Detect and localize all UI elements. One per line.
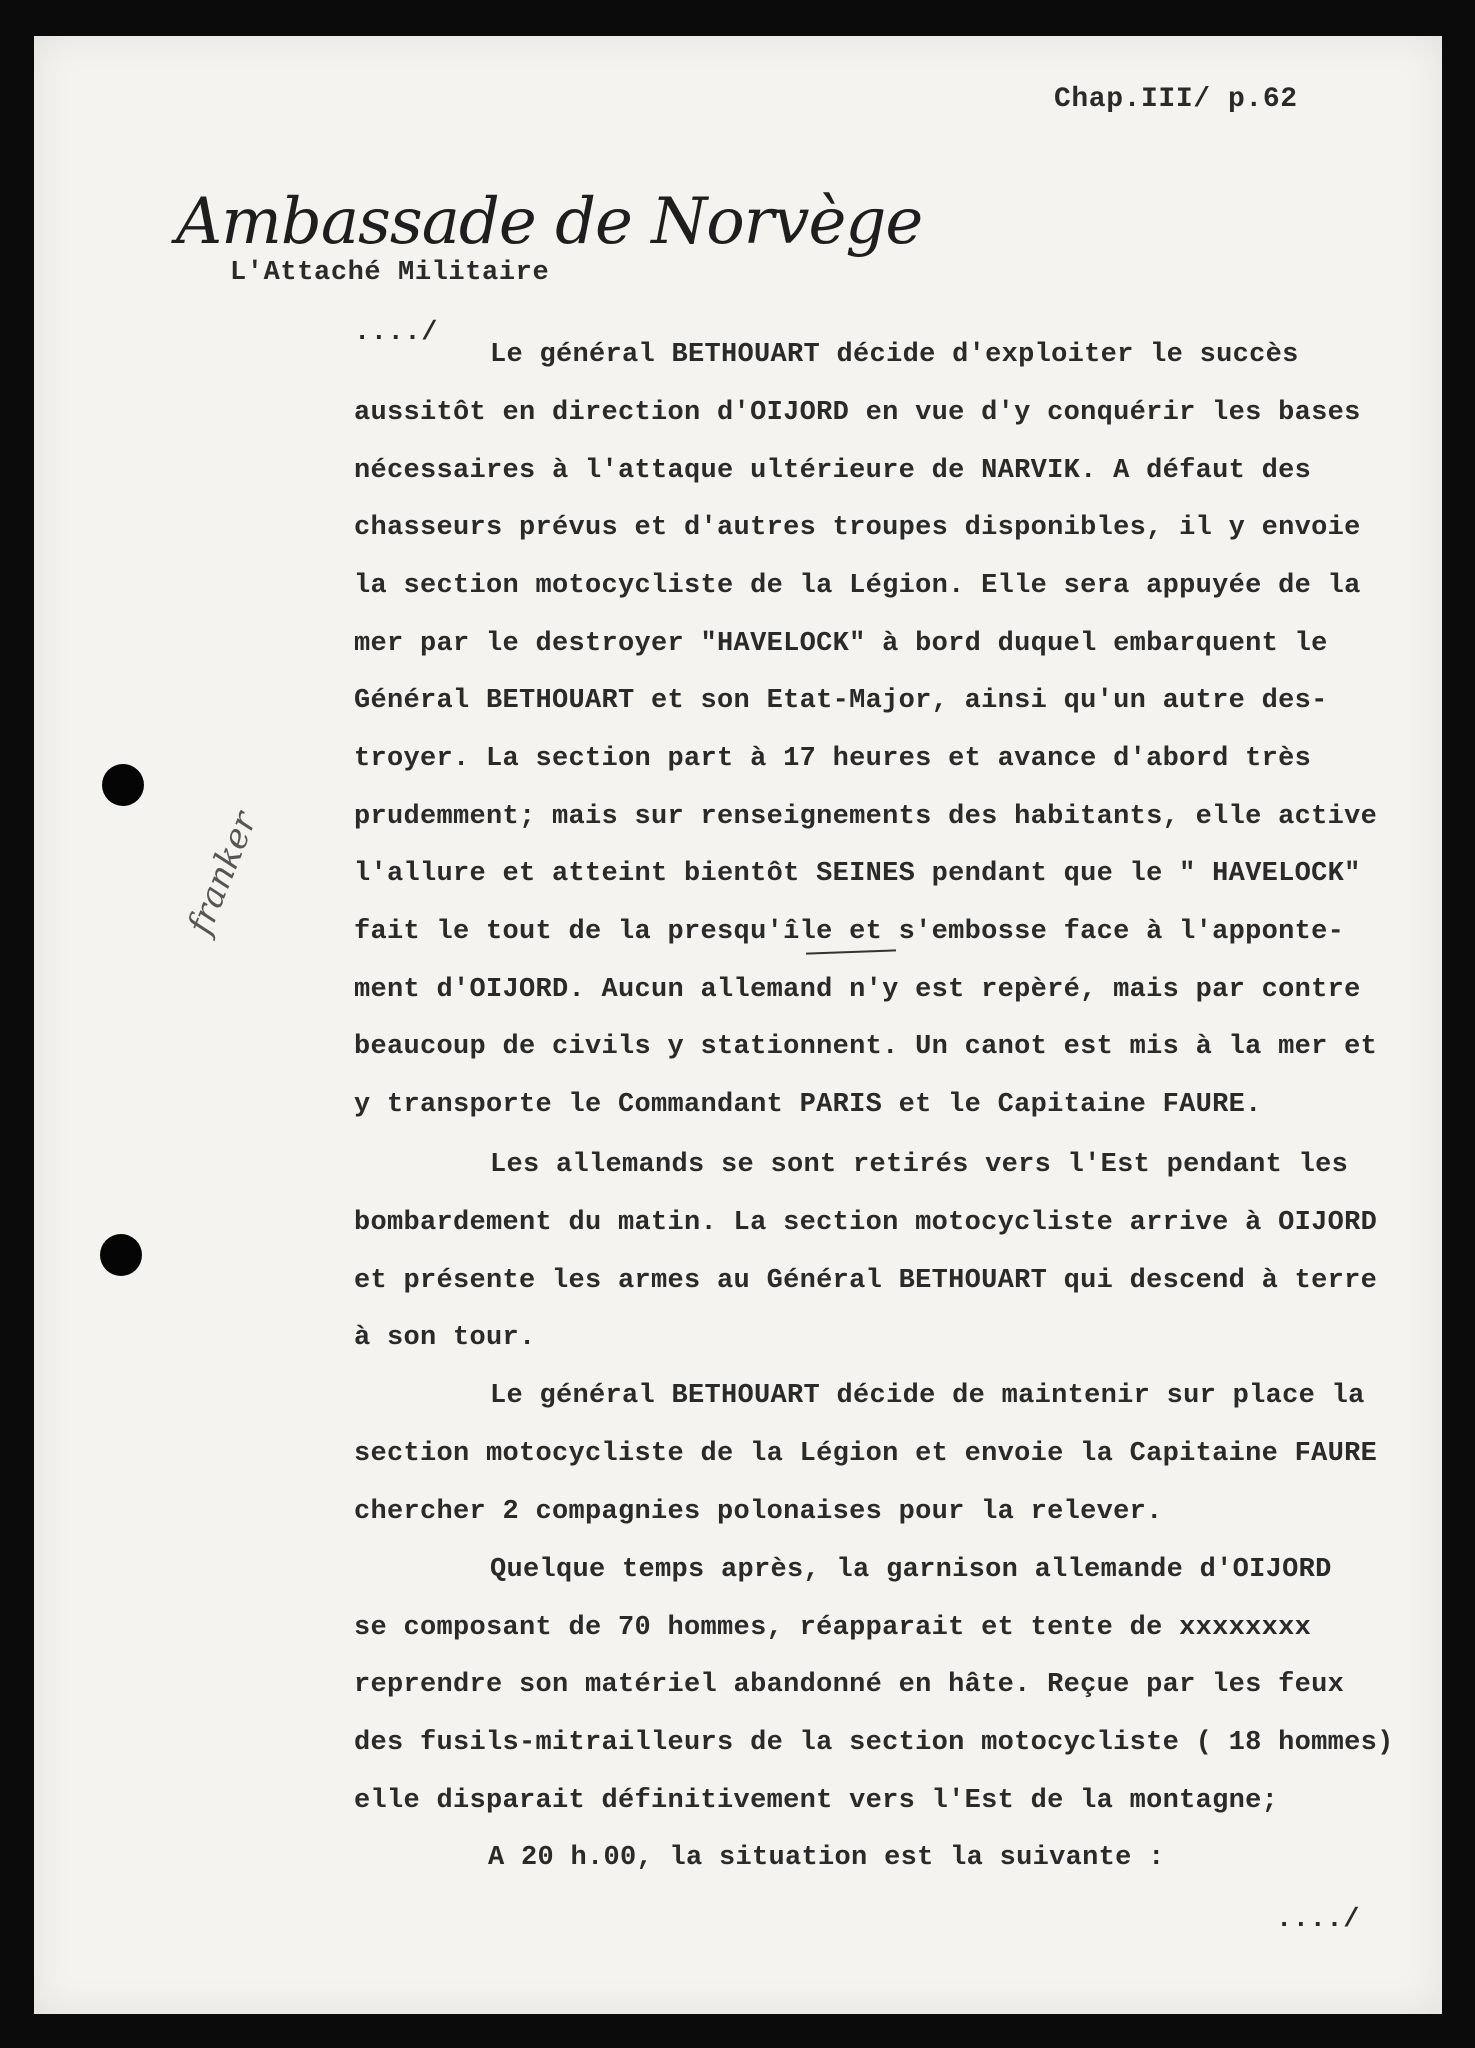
page-reference: Chap.III/ p.62 (1054, 84, 1298, 115)
text-line: Le général BETHOUART décide d'exploiter le succès (490, 340, 1299, 370)
text-line: prudemment; mais sur renseignements des habitants, elle active (354, 802, 1378, 832)
text-line: Le général BETHOUART décide de maintenir sur place la (490, 1381, 1365, 1411)
text-line: à son tour. (354, 1323, 536, 1353)
text-line: troyer. La section part à 17 heures et avance d'abord très (354, 744, 1312, 774)
text-line: et présente les armes au Général BETHOUART qui descend à terre (354, 1266, 1378, 1296)
text-line: Les allemands se sont retirés vers l'Est pendant les (490, 1150, 1349, 1180)
text-line: fait le tout de la presqu'île et s'embosse face à l'apponte- (354, 917, 1345, 947)
text-line: ment d'OIJORD. Aucun allemand n'y est repèré, mais par contre (354, 975, 1361, 1005)
text-line: Général BETHOUART et son Etat-Major, ainsi qu'un autre des- (354, 686, 1328, 716)
text-line: des fusils-mitrailleurs de la section motocycliste ( 18 hommes) (354, 1728, 1394, 1758)
text-line: reprendre son matériel abandonné en hâte. Reçue par les feux (354, 1670, 1345, 1700)
continuation-mark-bottom: ..../ (1276, 1905, 1361, 1935)
text-line: elle disparait définitivement vers l'Est de la montagne; (354, 1786, 1279, 1816)
text-line: chercher 2 compagnies polonaises pour la relever. (354, 1497, 1163, 1527)
text-line: l'allure et atteint bientôt SEINES pendant que le " HAVELOCK" (354, 859, 1361, 889)
continuation-mark-top: ..../ (354, 318, 439, 348)
handwritten-margin-note: franker (180, 806, 266, 940)
text-line: se composant de 70 hommes, réapparait et tente de xxxxxxxx (354, 1613, 1312, 1643)
text-line: chasseurs prévus et d'autres troupes disponibles, il y envoie (354, 513, 1361, 543)
text-line: y transporte le Commandant PARIS et le Capitaine FAURE. (354, 1090, 1262, 1120)
text-line: A 20 h.00, la situation est la suivante : (488, 1843, 1165, 1873)
text-line: mer par le destroyer "HAVELOCK" à bord duquel embarquent le (354, 629, 1328, 659)
office-title: L'Attaché Militaire (230, 258, 550, 288)
text-line: bombardement du matin. La section motocycliste arrive à OIJORD (354, 1208, 1378, 1238)
text-line: section motocycliste de la Légion et envoie la Capitaine FAURE (354, 1439, 1378, 1469)
punch-hole (102, 764, 144, 806)
document-page (34, 36, 1442, 2014)
text-line: beaucoup de civils y stationnent. Un canot est mis à la mer et (354, 1032, 1378, 1062)
text-line: nécessaires à l'attaque ultérieure de NARVIK. A défaut des (354, 456, 1312, 486)
punch-hole (100, 1234, 142, 1276)
letterhead: Ambassade de Norvège (176, 185, 923, 259)
text-line: la section motocycliste de la Légion. Elle sera appuyée de la (354, 571, 1361, 601)
text-line: aussitôt en direction d'OIJORD en vue d'y conquérir les bases (354, 398, 1361, 428)
text-line: Quelque temps après, la garnison allemande d'OIJORD (490, 1555, 1332, 1585)
